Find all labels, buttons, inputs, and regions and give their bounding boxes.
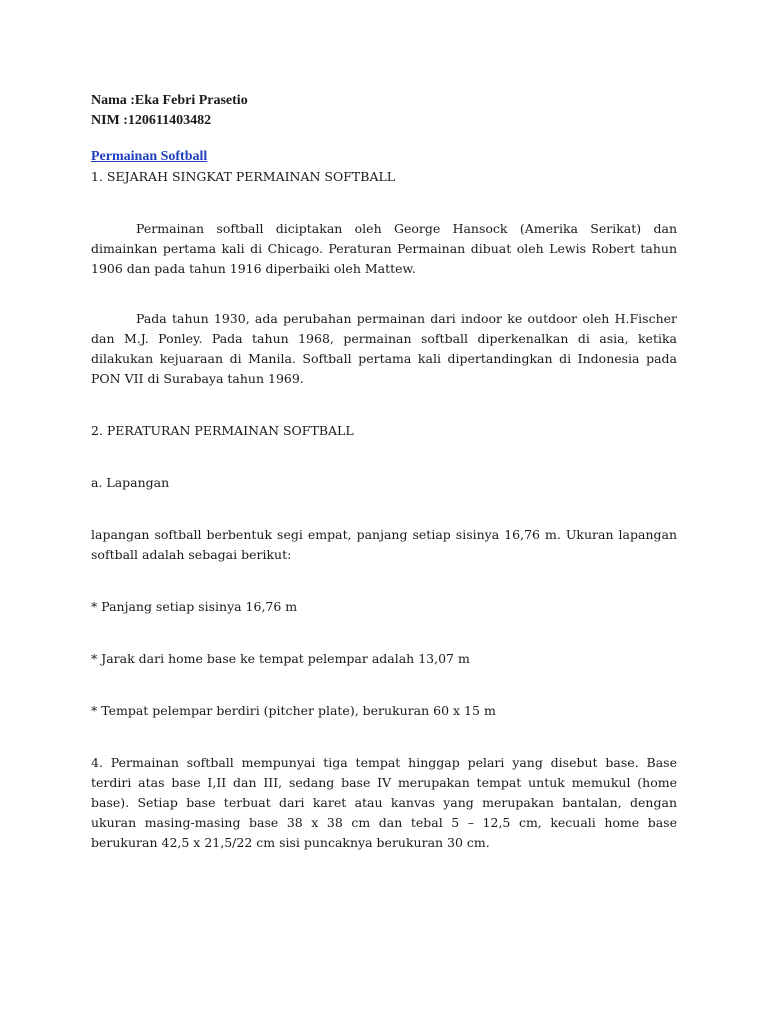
section-2-heading: 2. PERATURAN PERMAINAN SOFTBALL: [91, 423, 354, 438]
document-page: [91, 91, 677, 853]
title-link[interactable]: Permainan Softball: [91, 149, 208, 164]
section-1-heading: 1. SEJARAH SINGKAT PERMAINAN SOFTBALL: [91, 169, 396, 184]
lapangan-paragraph: lapangan softball berbentuk segi empat, panjang setiap sisinya 16,76 m. Ukuran lapangan softball adalah sebagai berikut:: [91, 527, 677, 562]
bullet-item: * Jarak dari home base ke tempat pelempar adalah 13,07 m: [91, 651, 470, 666]
subheading-lapangan: a. Lapangan: [91, 475, 170, 490]
student-name: Nama :Eka Febri Prasetio: [91, 93, 248, 108]
history-paragraph-1: Permainan softball diciptakan oleh George Hansock (Amerika Serikat) dan dimainkan pertama kali di Chicago. Peraturan Permainan dibuat oleh Lewis Robert tahun 1906 dan pada tahun 1916 diperbaiki oleh Mattew.: [91, 221, 677, 276]
bullet-item: * Tempat pelempar berdiri (pitcher plate), berukuran 60 x 15 m: [91, 703, 496, 718]
base-paragraph: 4. Permainan softball mempunyai tiga tempat hinggap pelari yang disebut base. Base terdiri atas base I,II dan III, sedang base IV merupakan tempat untuk memukul (home base). Setiap base terbuat dari karet atau kanvas yang merupakan bantalan, dengan ukuran masing-masing base 38 x 38 cm dan tebal 5 – 12,5 cm, kecuali home base berukuran 42,5 x 21,5/22 cm sisi puncaknya berukuran 30 cm.: [91, 755, 677, 850]
student-nim: NIM :120611403482: [91, 113, 212, 128]
history-paragraph-2: Pada tahun 1930, ada perubahan permainan dari indoor ke outdoor oleh H.Fischer dan M.J. Ponley. Pada tahun 1968, permainan softball diperkenalkan di asia, ketika dilakukan kejuaraan di Manila. Softball pertama kali dipertandingkan di Indonesia pada PON VII di Surabaya tahun 1969.: [91, 311, 677, 386]
bullet-item: * Panjang setiap sisinya 16,76 m: [91, 599, 298, 614]
